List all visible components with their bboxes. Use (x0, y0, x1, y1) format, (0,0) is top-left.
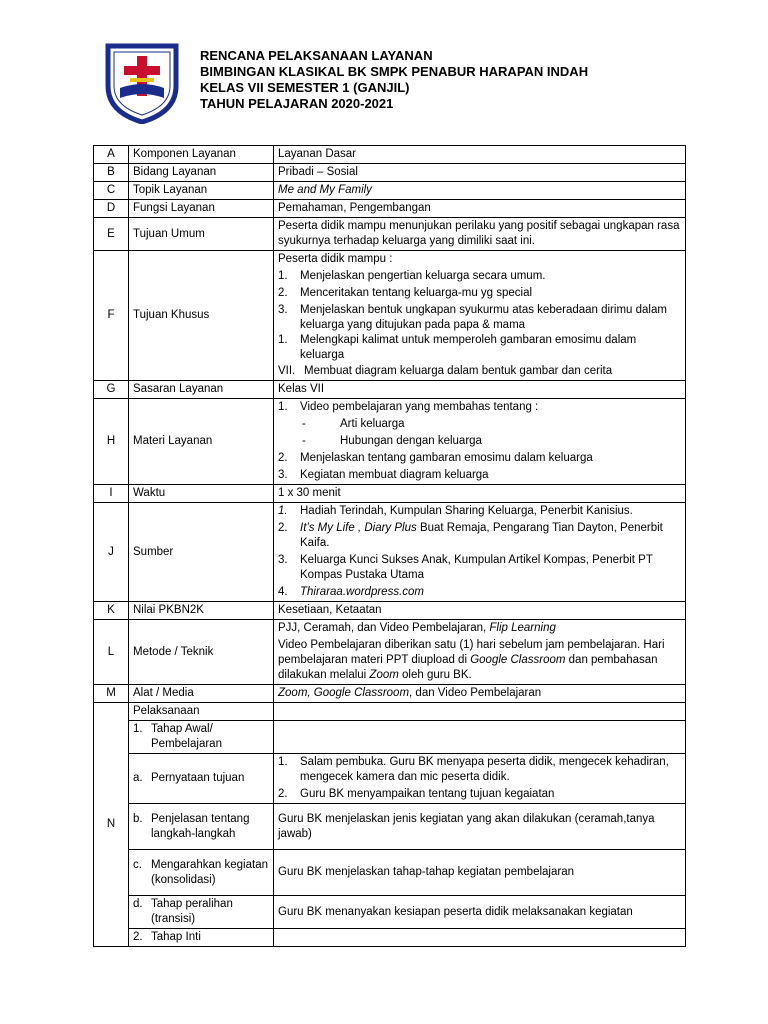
method-line (278, 621, 681, 636)
row-value: Pribadi – Sosial (274, 164, 686, 182)
row-letter: C (94, 182, 129, 200)
method-text: PJJ, Ceramah, dan Video Pembelajaran, (278, 622, 490, 634)
list-item (278, 269, 681, 284)
row-value: Guru BK menjelaskan tahap-tahap kegiatan pembelajaran (274, 850, 686, 896)
row-value (274, 620, 686, 685)
list-text: Menjelaskan pengertian keluarga secara umum. (300, 270, 546, 282)
list-text: Arti keluarga (340, 418, 405, 430)
list-text: Hubungan dengan keluarga (340, 435, 482, 447)
table-row (94, 602, 686, 620)
table-row (94, 381, 686, 399)
method-text: Video Pembelajaran diberikan satu (1) hari sebelum jam pembelajaran. Hari pembelajaran materi PPT diupload di (278, 639, 665, 666)
row-letter: K (94, 602, 129, 620)
row-letter: G (94, 381, 129, 399)
list-number: 2. (278, 522, 288, 534)
list-item (278, 400, 681, 415)
row-value (274, 929, 686, 947)
row-label: Fungsi Layanan (129, 200, 274, 218)
method-text-italic: Zoom (369, 669, 399, 681)
row-label: Sasaran Layanan (129, 381, 274, 399)
step-cell (129, 754, 274, 804)
row-label: Pelaksanaan (129, 703, 274, 721)
step-number: 1. (133, 723, 143, 735)
table-row (94, 721, 686, 754)
row-value: Guru BK menjelaskan jenis kegiatan yang akan dilakukan (ceramah,tanya jawab) (274, 804, 686, 850)
row-value: Kelas VII (274, 381, 686, 399)
row-value: Peserta didik mampu menunjukan perilaku yang positif sebagai ungkapan rasa syukurnya terhadap keluarga yang dimiliki saat ini. (274, 218, 686, 251)
step-number: 2. (133, 931, 143, 943)
list-number: 3. (278, 304, 288, 316)
row-letter: M (94, 685, 129, 703)
header-year: TAHUN PELAJARAN 2020-2021 (200, 96, 394, 111)
header-title: RENCANA PELAKSANAAN LAYANAN (200, 48, 433, 63)
table-row (94, 218, 686, 251)
step-cell (129, 896, 274, 929)
step-cell (129, 721, 274, 754)
list-text: Menjelaskan tentang gambaran emosimu dalam keluarga (300, 452, 593, 464)
list-text: Thiraraa.wordpress.com (300, 586, 424, 598)
list-item (278, 434, 681, 449)
row-label: Komponen Layanan (129, 146, 274, 164)
list-item (278, 417, 681, 432)
list-number: 1. (278, 756, 288, 768)
row-label: Alat / Media (129, 685, 274, 703)
list-item (278, 755, 681, 785)
row-value: Pemahaman, Pengembangan (274, 200, 686, 218)
media-text-italic: Zoom, Google Classroom (278, 687, 410, 699)
list-dash: - (302, 418, 306, 430)
table-row (94, 929, 686, 947)
list-text: Hadiah Terindah, Kumpulan Sharing Keluarga, Penerbit Kanisius. (300, 505, 633, 517)
step-text: Penjelasan tentang langkah-langkah (151, 812, 250, 840)
list-text: Melengkapi kalimat untuk memperoleh gambaran emosimu dalam keluarga (300, 334, 637, 361)
list-number: 2. (278, 287, 288, 299)
method-text: oleh guru BK. (398, 669, 472, 681)
row-label: Materi Layanan (129, 399, 274, 485)
list-text: Salam pembuka. Guru BK menyapa peserta didik, mengecek kehadiran, mengecek kamera dan mic peserta didik. (300, 756, 669, 783)
list-text: Membuat diagram keluarga dalam bentuk gambar dan cerita (304, 365, 613, 377)
media-text: , dan Video Pembelajaran (409, 687, 542, 699)
row-letter: I (94, 485, 129, 503)
row-label: Tujuan Khusus (129, 251, 274, 381)
list-number: 2. (278, 452, 288, 464)
row-value (274, 503, 686, 602)
list-item (278, 787, 681, 802)
list-text: Video pembelajaran yang membahas tentang : (300, 401, 539, 413)
list-number: 1. (278, 334, 288, 346)
table-row (94, 804, 686, 850)
list-number: VII. (278, 365, 296, 377)
table-row (94, 620, 686, 685)
school-crest-icon (104, 42, 180, 124)
table-row (94, 703, 686, 721)
table-row (94, 146, 686, 164)
row-value (274, 721, 686, 754)
table-row (94, 685, 686, 703)
document-header (200, 48, 588, 112)
list-text: Menjelaskan bentuk ungkapan syukurmu atas keberadaan dirimu dalam keluarga yang ditujukan pada papa & mama (300, 304, 667, 331)
row-value: 1 x 30 menit (274, 485, 686, 503)
row-label: Nilai PKBN2K (129, 602, 274, 620)
row-letter: H (94, 399, 129, 485)
row-letter: B (94, 164, 129, 182)
row-value: Guru BK menanyakan kesiapan peserta didik melaksanakan kegiatan (274, 896, 686, 929)
row-value (274, 754, 686, 804)
list-text: Keluarga Kunci Sukses Anak, Kumpulan Artikel Kompas, Penerbit PT Kompas Pustaka Utama (300, 554, 653, 581)
row-value (274, 685, 686, 703)
list-item (278, 521, 681, 551)
list-text: Buat Remaja, Pengarang Tian Dayton, Penerbit Kaifa. (300, 522, 663, 549)
table-row (94, 164, 686, 182)
method-text-italic: Flip Learning (489, 622, 556, 634)
row-label: Tujuan Umum (129, 218, 274, 251)
table-row (94, 896, 686, 929)
method-text: dan pembahasan dilakukan melalui (278, 654, 658, 681)
header-subtitle: BIMBINGAN KLASIKAL BK SMPK PENABUR HARAPAN INDAH (200, 64, 589, 79)
step-cell (129, 850, 274, 896)
list-item (278, 303, 681, 333)
row-label: Sumber (129, 503, 274, 602)
list-number: 3. (278, 554, 288, 566)
row-letter: E (94, 218, 129, 251)
method-text-italic: Google Classroom (470, 654, 566, 666)
step-text: Tahap Inti (151, 931, 201, 943)
list-item (278, 504, 681, 519)
row-label: Bidang Layanan (129, 164, 274, 182)
step-number: a. (133, 772, 143, 784)
list-item (278, 585, 681, 600)
row-letter: L (94, 620, 129, 685)
list-number: 1. (278, 270, 288, 282)
row-letter: J (94, 503, 129, 602)
table-row (94, 754, 686, 804)
step-text: Tahap peralihan (transisi) (151, 898, 233, 925)
table-row (94, 399, 686, 485)
header-class: KELAS VII SEMESTER 1 (GANJIL) (200, 80, 410, 95)
list-text: Kegiatan membuat diagram keluarga (300, 469, 489, 481)
list-item (278, 468, 681, 483)
list-dash: - (302, 435, 306, 447)
table-row (94, 503, 686, 602)
book-title: It’s My Life , Diary Plus (300, 522, 417, 534)
row-label: Topik Layanan (129, 182, 274, 200)
list-item (278, 364, 681, 379)
list-number: 4. (278, 586, 288, 598)
row-label: Metode / Teknik (129, 620, 274, 685)
table-row (94, 200, 686, 218)
step-text: Pernyataan tujuan (151, 772, 245, 784)
row-value (274, 703, 686, 721)
row-value (274, 251, 686, 381)
step-number: d. (133, 898, 143, 910)
row-letter: N (94, 703, 129, 947)
step-text: Tahap Awal/ Pembelajaran (151, 723, 222, 750)
row-value: Layanan Dasar (274, 146, 686, 164)
list-intro: Peserta didik mampu : (278, 253, 393, 265)
row-letter: D (94, 200, 129, 218)
table-row (94, 850, 686, 896)
step-text: Mengarahkan kegiatan (konsolidasi) (151, 858, 268, 886)
row-letter: F (94, 251, 129, 381)
list-number: 1. (278, 401, 288, 413)
list-number: 2. (278, 788, 288, 800)
method-paragraph (278, 638, 681, 683)
list-item (278, 286, 681, 301)
row-label: Waktu (129, 485, 274, 503)
list-item (278, 333, 681, 363)
list-text: Guru BK menyampaikan tentang tujuan kegaiatan (300, 788, 555, 800)
list-item (278, 451, 681, 466)
list-item (278, 553, 681, 583)
list-number: 3. (278, 469, 288, 481)
step-number: c. (133, 858, 142, 871)
step-cell (129, 804, 274, 850)
row-value: Me and My Family (274, 182, 686, 200)
table-row (94, 251, 686, 381)
list-number: 1. (278, 505, 288, 517)
table-row (94, 182, 686, 200)
row-letter: A (94, 146, 129, 164)
row-value (274, 399, 686, 485)
step-number: b. (133, 812, 143, 825)
row-value: Kesetiaan, Ketaatan (274, 602, 686, 620)
step-cell (129, 929, 274, 947)
plan-table (93, 145, 686, 947)
list-text: Menceritakan tentang keluarga-mu yg special (300, 287, 533, 299)
table-row (94, 485, 686, 503)
